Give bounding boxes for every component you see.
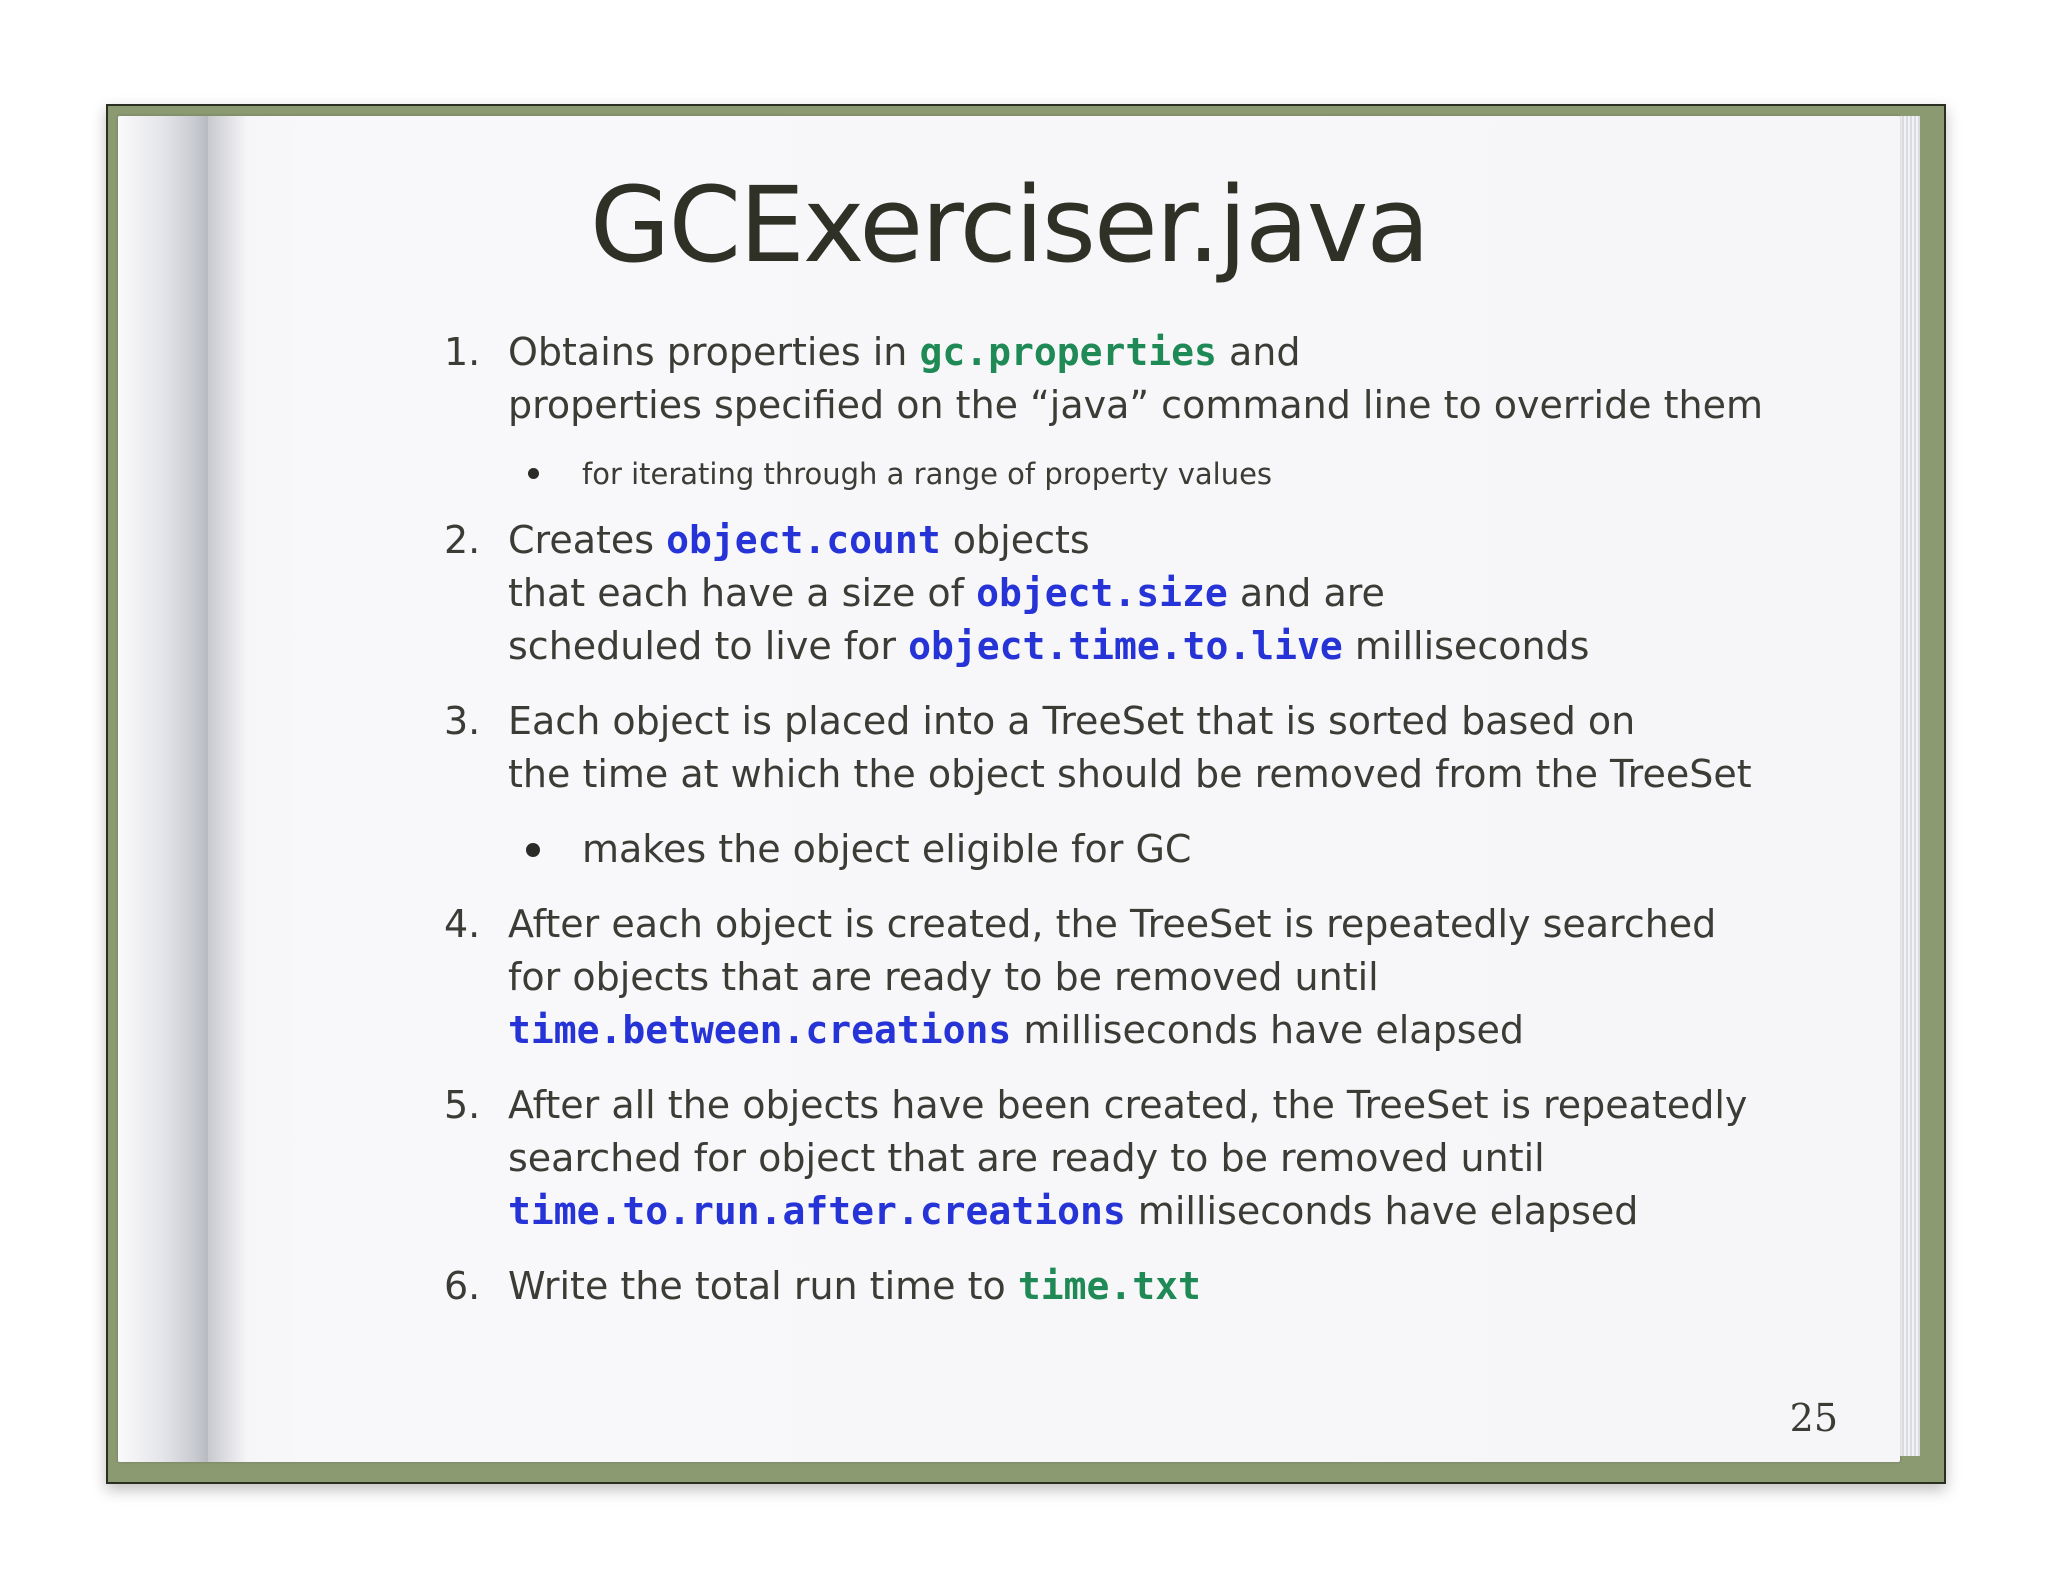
item-line	[508, 1004, 1884, 1057]
item-text: that each have a size of	[508, 571, 977, 615]
numbered-list	[444, 326, 1884, 1335]
item-text: milliseconds	[1342, 624, 1590, 668]
item-text: and	[1216, 330, 1301, 374]
item-line: Each object is placed into a TreeSet that is sorted based on	[508, 699, 1636, 743]
item-line	[508, 567, 1884, 620]
item-text: Obtains properties in	[508, 330, 920, 374]
item-text: milliseconds have elapsed	[1125, 1189, 1639, 1233]
sub-bullet-1	[444, 454, 1884, 494]
list-item-1	[444, 326, 1884, 432]
list-item-6	[444, 1260, 1884, 1313]
item-line: for objects that are ready to be removed until	[508, 955, 1379, 999]
item-text: Write the total run time to	[508, 1264, 1018, 1308]
item-number: 3.	[444, 699, 481, 743]
slide-title: GCExerciser.java	[589, 164, 1429, 286]
page-number: 25	[1789, 1396, 1838, 1440]
item-line: the time at which the object should be removed from the TreeSet	[508, 752, 1752, 796]
code-time-between-creations: time.between.creations	[508, 1008, 1012, 1052]
item-line: After each object is created, the TreeSet is repeatedly searched	[508, 902, 1717, 946]
item-number: 4.	[444, 902, 481, 946]
item-line	[508, 620, 1884, 673]
item-line	[508, 326, 1884, 379]
code-time-txt: time.txt	[1017, 1264, 1201, 1308]
item-line	[508, 1260, 1884, 1313]
sub-bullet-3	[444, 823, 1884, 876]
item-text: milliseconds have elapsed	[1011, 1008, 1525, 1052]
list-item-5	[444, 1079, 1884, 1238]
code-object-count: object.count	[666, 518, 941, 562]
item-number: 5.	[444, 1083, 481, 1127]
code-object-time-to-live: object.time.to.live	[908, 624, 1343, 668]
list-item-2	[444, 514, 1884, 673]
item-line	[508, 1185, 1884, 1238]
bullet-dot-icon	[528, 468, 539, 479]
item-text: and are	[1227, 571, 1385, 615]
code-object-size: object.size	[976, 571, 1228, 615]
item-text: Creates	[508, 518, 667, 562]
list-item-3	[444, 695, 1884, 801]
item-text: objects	[940, 518, 1090, 562]
page-curl-left	[118, 116, 208, 1462]
item-text: scheduled to live for	[508, 624, 909, 668]
item-line: After all the objects have been created, the TreeSet is repeatedly	[508, 1083, 1748, 1127]
item-line	[508, 514, 1884, 567]
code-gc-properties: gc.properties	[919, 330, 1217, 374]
item-line: properties specified on the “java” command line to override them	[508, 383, 1764, 427]
item-number: 2.	[444, 518, 481, 562]
item-number: 1.	[444, 330, 481, 374]
item-number: 6.	[444, 1264, 481, 1308]
code-time-to-run-after-creations: time.to.run.after.creations	[508, 1189, 1126, 1233]
slide-page	[118, 116, 1900, 1462]
bullet-dot-icon	[526, 843, 540, 857]
list-item-4	[444, 898, 1884, 1057]
bullet-text: for iterating through a range of property values	[582, 457, 1273, 491]
item-line: searched for object that are ready to be removed until	[508, 1136, 1545, 1180]
bullet-text: makes the object eligible for GC	[582, 827, 1192, 871]
